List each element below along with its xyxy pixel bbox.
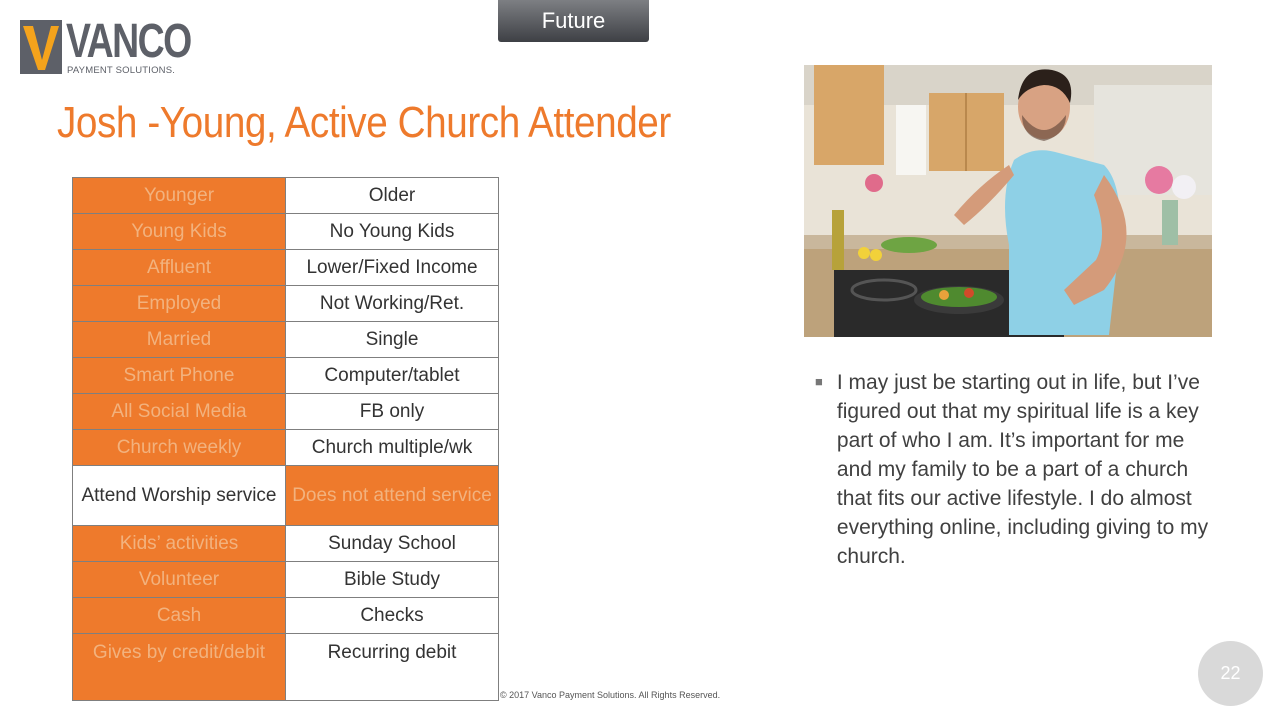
table-row — [73, 322, 499, 358]
page-number-badge: 22 — [1198, 641, 1263, 706]
table-cell-right: Lower/Fixed Income — [286, 250, 499, 286]
table-cell-right: Single — [286, 322, 499, 358]
table-cell-left: Church weekly — [73, 430, 286, 466]
future-tab[interactable]: Future — [498, 0, 649, 42]
bullet-square-icon: ■ — [815, 374, 823, 389]
table-cell-left: Affluent — [73, 250, 286, 286]
table-cell-left: Young Kids — [73, 214, 286, 250]
table-cell-left: All Social Media — [73, 394, 286, 430]
table-row — [73, 466, 499, 526]
table-cell-left: Married — [73, 322, 286, 358]
table-row — [73, 430, 499, 466]
table-row — [73, 526, 499, 562]
table-cell-right: Older — [286, 178, 499, 214]
copyright-notice: © 2017 Vanco Payment Solutions. All Rights Reserved. — [500, 690, 721, 700]
table-row — [73, 286, 499, 322]
slide-title: Josh -Young, Active Church Attender — [57, 98, 671, 147]
table-row — [73, 562, 499, 598]
table-cell-left: Younger — [73, 178, 286, 214]
table-cell-left: Smart Phone — [73, 358, 286, 394]
quote-bullet — [815, 368, 1215, 571]
table-row — [73, 178, 499, 214]
table-cell-right: Church multiple/wk — [286, 430, 499, 466]
table-cell-left: Volunteer — [73, 562, 286, 598]
vanco-logo-mark-icon — [20, 20, 62, 74]
logo-wordmark: VANCO — [66, 15, 191, 68]
table-row — [73, 214, 499, 250]
table-cell-right: Bible Study — [286, 562, 499, 598]
logo-subtitle: PAYMENT SOLUTIONS. — [67, 65, 176, 76]
table-row — [73, 250, 499, 286]
table-cell-left: Cash — [73, 598, 286, 634]
table-cell-right: Does not attend service — [286, 466, 499, 526]
table-cell-right: No Young Kids — [286, 214, 499, 250]
table-cell-right: Recurring debit — [286, 634, 499, 701]
table-row — [73, 598, 499, 634]
table-cell-right: Not Working/Ret. — [286, 286, 499, 322]
table-cell-left: Gives by credit/debit — [73, 634, 286, 701]
table-cell-left: Attend Worship service — [73, 466, 286, 526]
table-cell-right: Checks — [286, 598, 499, 634]
table-cell-left: Employed — [73, 286, 286, 322]
man-cooking-photo — [804, 65, 1212, 337]
quote-text: I may just be starting out in life, but I’ve figured out that my spiritual life is a key part of who I am. It’s important for me and my family to be a part of a church that fits our active lifestyle. I do almost everything online, including giving to my church. — [836, 371, 1209, 568]
persona-comparison-table — [72, 177, 499, 701]
table-cell-right: FB only — [286, 394, 499, 430]
table-cell-left: Kids’ activities — [73, 526, 286, 562]
table-cell-right: Sunday School — [286, 526, 499, 562]
table-row — [73, 358, 499, 394]
table-row — [73, 634, 499, 701]
vanco-logo — [20, 15, 191, 78]
table-row — [73, 394, 499, 430]
table-cell-right: Computer/tablet — [286, 358, 499, 394]
